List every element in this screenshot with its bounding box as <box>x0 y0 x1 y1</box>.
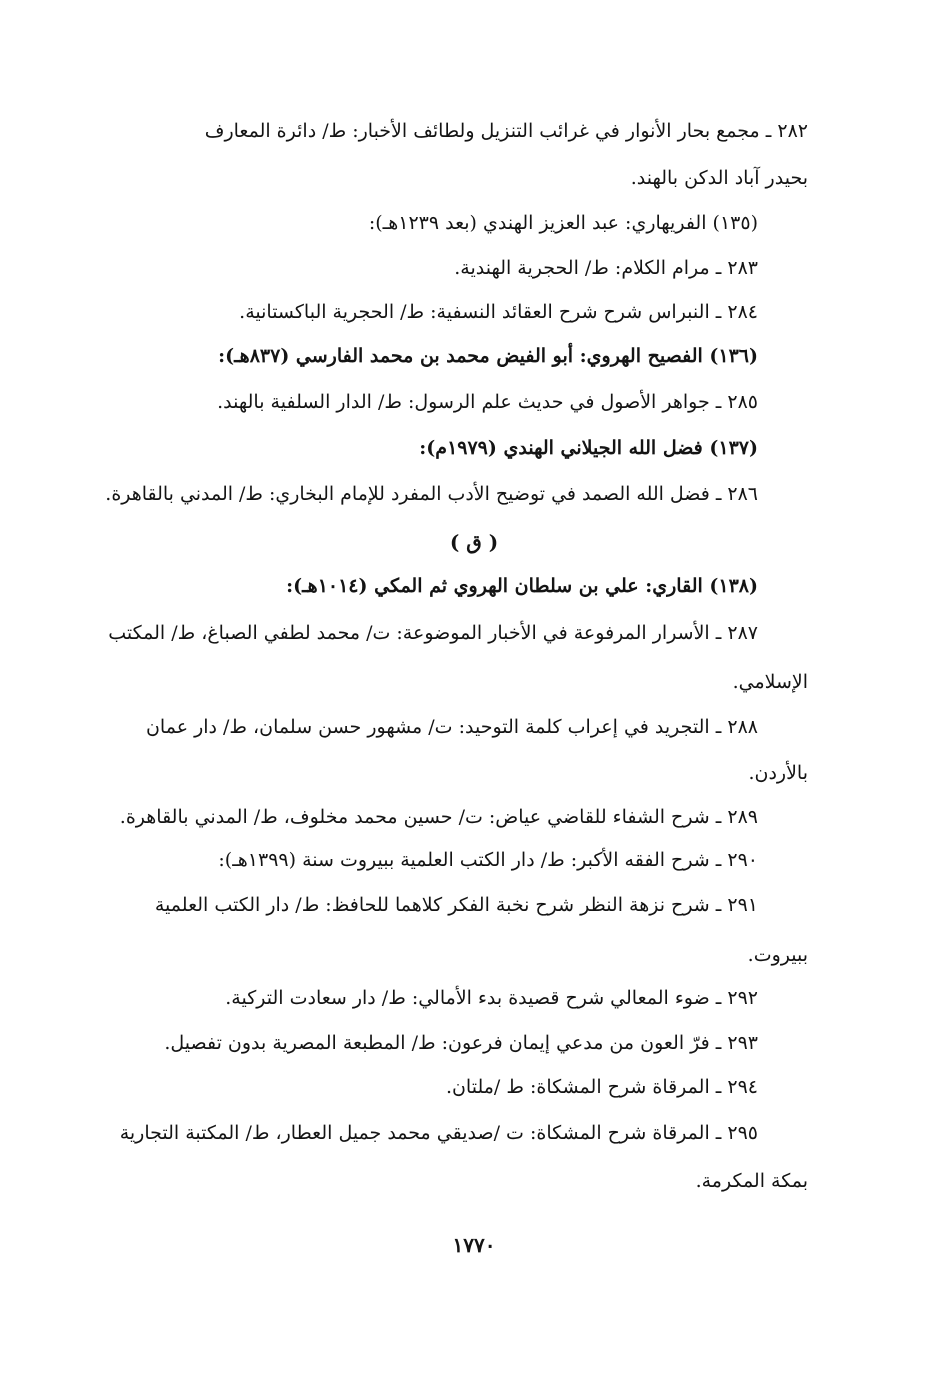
entry-288-line-2: بالأردن. <box>748 762 808 784</box>
entry-294: ٢٩٤ ـ المرقاة شرح المشكاة: ط /ملتان. <box>445 1076 758 1098</box>
entry-291-line-2: ببيروت. <box>747 944 808 966</box>
entry-290: ٢٩٠ ـ شرح الفقه الأكبر: ط/ دار الكتب العلمية ببيروت سنة (١٣٩٩هـ): <box>218 849 758 871</box>
author-138-heading: (١٣٨) القاري: علي بن سلطان الهروي ثم المكي (١٠١٤هـ): <box>286 575 758 597</box>
entry-291-line-1: ٢٩١ ـ شرح نزهة النظر شرح نخبة الفكر كلاهما للحافظ: ط/ دار الكتب العلمية <box>154 894 758 916</box>
entry-289: ٢٨٩ ـ شرح الشفاء للقاضي عياض: ت/ حسين محمد مخلوف، ط/ المدني بالقاهرة. <box>119 806 758 828</box>
entry-287-line-1: ٢٨٧ ـ الأسرار المرفوعة في الأخبار الموضوعة: ت/ محمد لطفي الصباغ، ط/ المكتب <box>108 622 758 644</box>
page-number: ١٧٧٠ <box>452 1233 496 1257</box>
entry-288-line-1: ٢٨٨ ـ التجريد في إعراب كلمة التوحيد: ت/ مشهور حسن سلمان، ط/ دار عمان <box>145 716 758 738</box>
author-136-heading: (١٣٦) الفصيح الهروي: أبو الفيض محمد بن محمد الفارسي (٨٣٧هـ): <box>218 345 758 367</box>
entry-282-line-2: بحيدر آباد الدكن بالهند. <box>630 167 808 189</box>
entry-295-line-2: بمكة المكرمة. <box>695 1170 808 1192</box>
entry-282-line-1: ٢٨٢ ـ مجمع بحار الأنوار في غرائب التنزيل ولطائف الأخبار: ط/ دائرة المعارف <box>204 120 808 142</box>
entry-295-line-1: ٢٩٥ ـ المرقاة شرح المشكاة: ت /صديقي محمد جميل العطار، ط/ المكتبة التجارية <box>119 1122 758 1144</box>
author-137-heading: (١٣٧) فضل الله الجيلاني الهندي (١٩٧٩م): <box>419 437 758 459</box>
entry-283: ٢٨٣ ـ مرام الكلام: ط/ الحجرية الهندية. <box>454 257 758 279</box>
section-letter-heading: ( ق ) <box>449 530 499 554</box>
author-135-heading: (١٣٥) الفريهاري: عبد العزيز الهندي (بعد ١٢٣٩هـ): <box>368 212 758 234</box>
entry-286: ٢٨٦ ـ فضل الله الصمد في توضيح الأدب المفرد للإمام البخاري: ط/ المدني بالقاهرة. <box>105 483 758 505</box>
entry-287-line-2: الإسلامي. <box>732 671 808 693</box>
entry-285: ٢٨٥ ـ جواهر الأصول في حديث علم الرسول: ط/ الدار السلفية بالهند. <box>217 391 758 413</box>
entry-292: ٢٩٢ ـ ضوء المعالي شرح قصيدة بدء الأمالي: ط/ دار سعادت التركية. <box>225 987 758 1009</box>
entry-293: ٢٩٣ ـ فرّ العون من مدعي إيمان فرعون: ط/ المطبعة المصرية بدون تفصيل. <box>164 1032 758 1054</box>
entry-284: ٢٨٤ ـ النبراس شرح شرح العقائد النسفية: ط/ الحجرية الباكستانية. <box>239 301 758 323</box>
